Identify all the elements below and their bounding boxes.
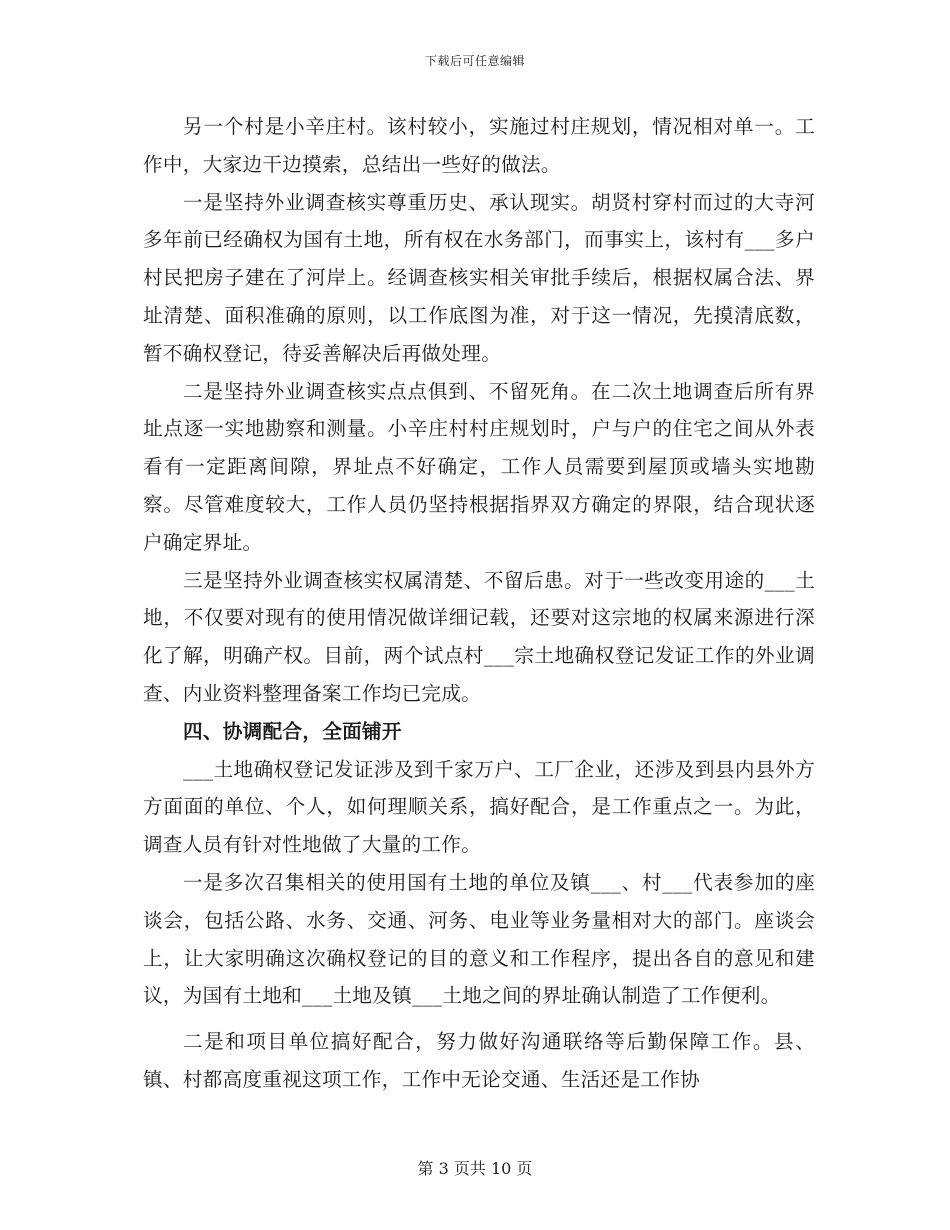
paragraph-2: 一是坚持外业调查核实尊重历史、承认现实。胡贤村穿村而过的大寺河多年前已经确权为国有土地，所有权在水务部门，而事实上，该村有___多户村民把房子建在了河岸上。经调查核实相关审批手续后，根据权属合法、界址清楚、面积准确的原则，以工作底图为准，对于这一情况，先摸清底数，暂不确权登记，待妥善解决后再做处理。 bbox=[143, 190, 815, 365]
paragraph-5: ___土地确权登记发证涉及到千家万户、工厂企业，还涉及到县内县外方方面面的单位、个人，如何理顺关系，搞好配合，是工作重点之一。为此，调查人员有针对性地做了大量的工作。 bbox=[143, 757, 815, 857]
section-heading: 四、协调配合，全面铺开 bbox=[183, 719, 402, 743]
paragraph-6: 一是多次召集相关的使用国有土地的单位及镇___、村___代表参加的座谈会，包括公路、水务、交通、河务、电业等业务量相对大的部门。座谈会上，让大家明确这次确权登记的目的意义和工作程序，提出各自的意见和建议，为国有土地和___土地及镇___土地之间的界址确认制造了工作便利。 bbox=[143, 870, 815, 1008]
paragraph-1: 另一个村是小辛庄村。该村较小，实施过村庄规划，情况相对单一。工作中，大家边干边摸索，总结出一些好的做法。 bbox=[143, 115, 815, 176]
document-body bbox=[143, 108, 815, 1099]
paragraph-4: 三是坚持外业调查核实权属清楚、不留后患。对于一些改变用途的___土地，不仅要对现有的使用情况做详细记载，还要对这宗地的权属来源进行深化了解，明确产权。目前，两个试点村___宗土地确权登记发证工作的外业调查、内业资料整理备案工作均已完成。 bbox=[143, 568, 815, 705]
page-footer: 第 3 页共 10 页 bbox=[417, 1159, 533, 1178]
page-header: 下载后可任意编辑 bbox=[424, 54, 525, 68]
paragraph-7: 二是和项目单位搞好配合，努力做好沟通联络等后勤保障工作。县、镇、村都高度重视这项工作，工作中无论交通、生活还是工作协 bbox=[143, 1030, 815, 1091]
paragraph-gap bbox=[143, 1015, 815, 1023]
paragraph-3: 二是坚持外业调查核实点点俱到、不留死角。在二次土地调查后所有界址点逐一实地勘察和测量。小辛庄村村庄规划时，户与户的住宅之间从外表看有一定距离间隙，界址点不好确定，工作人员需要到屋顶或墙头实地勘察。尽管难度较大，工作人员仍坚持根据指界双方确定的界限，结合现状逐户确定界址。 bbox=[143, 379, 815, 554]
